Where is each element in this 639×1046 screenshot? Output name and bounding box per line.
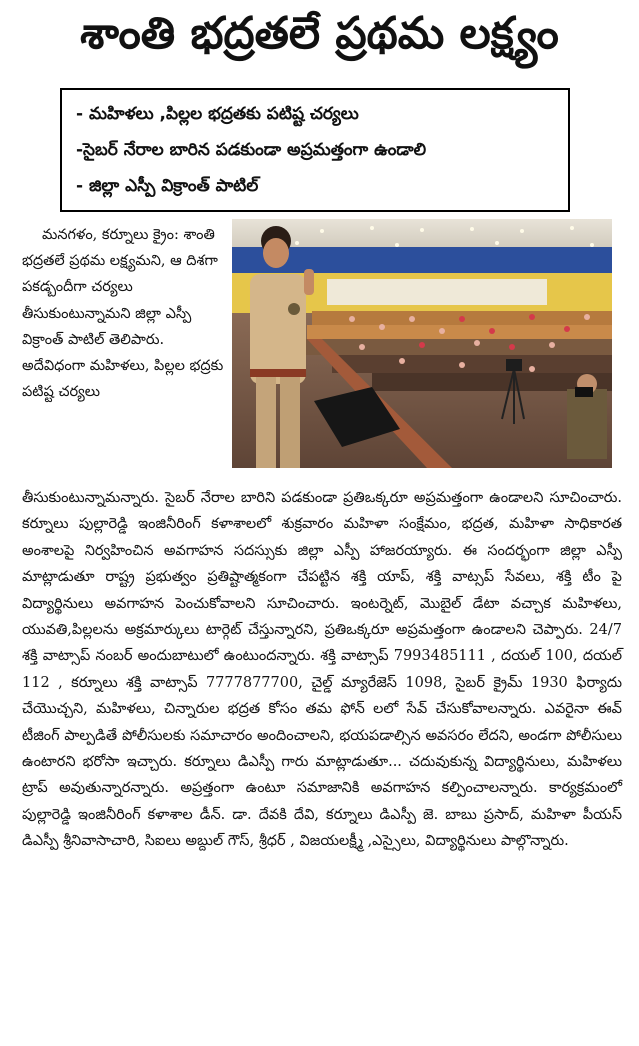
headline: శాంతి భద్రతలే ప్రథమ లక్ష్యం — [80, 8, 559, 59]
highlight-item: - జిల్లా ఎస్పీ విక్రాంత్ పాటిల్ — [76, 176, 259, 196]
event-photo-image — [232, 219, 612, 468]
highlight-item: -సైబర్ నేరాల బారిన పడకుండా అప్రమత్తంగా ఉండాలి — [76, 140, 427, 160]
article-body-text: తీసుకుంటున్నామన్నారు. సైబర్ నేరాల బారిని పడకుండా ప్రతిఒక్కరూ అప్రమత్తంగా ఉండాలని సూచించారు. కర్నూలు పుల్లారెడ్డి ఇంజినీరింగ్ కళాశాలలో శుక్రవారం మహిళా సంక్షేమం, భద్రత, మహిళా సాధికారత అంశాలపై నిర్వహించిన అవగాహన సదస్సుకు జిల్లా ఎస్పీ హాజరయ్యారు. ఈ సందర్భంగా జిల్లా ఎస్పీ మాట్లాడుతూ రాష్ట్ర ప్రభుత్వం ప్రతిష్టాత్మకంగా చేపట్టిన శక్తి యాప్, శక్తి వాట్సప్ సేవలు, శక్తి టీం పై విద్యార్థినులు అవగాహన పెంచుకోవాలని సూచించారు. ఇంటర్నెట్, మొబైల్ డేటా వచ్చాక మహిళలు, యువతి,పిల్లలను అక్రమార్కులు టార్గెట్ చేస్తున్నారని, ప్రతిఒక్కరూ అప్రమత్తంగా ఉండాలని చెప్పారు. 24/7 శక్తి వాట్సాప్ నంబర్ అందుబాటులో ఉంటుందన్నారు. శక్తి వాట్సాప్ 7993485111 , దయల్ 100, దయల్ 112 , కర్నూలు శక్తి వాట్సాప్ 7777877700, చైల్డ్ మ్యారేజెస్ 1098, సైబర్ క్రైమ్ 1930 ఫిర్యాదు చేయొచ్చని, మహిళలు, చిన్నారుల భద్రత కోసం తమ ఫోన్ లలో సేవ్ చేసుకోవాలన్నారు. ఎవరైనా ఈవ్ టీజింగ్ పాల్పడితే పోలీసులకు సమాచారం అందించాలని, భయపడాల్సిన అవసరం లేదని, అండగా పోలీసులు ఉంటారని భరోసా ఇచ్చారు. కర్నూలు డిఎస్పీ గారు మాట్లాడుతూ... చదువుకున్న విద్యార్థినులు, మహిళలు ట్రాప్ అవుతున్నారన్నారు. అప్రత్తంగా ఉంటూ సమాజానికి అవగాహన కల్పించాలన్నారు. కార్యక్రమంలో పుల్లారెడ్డి ఇంజినీరింగ్ కళాశాల డీన్. డా. దేవకి దేవి, కర్నూలు డిఎస్పీ జె. బాబు ప్రసాద్, మహిళా పీయస్ డిఎస్పీ శ్రీనివాసాచారి, సిఐలు అబ్దుల్ గౌస్, శ్రీధర్ , విజయలక్ష్మీ ,ఎస్సైలు, విద్యార్థినులు పాల్గొన్నారు. — [22, 490, 622, 850]
highlights-box — [60, 88, 570, 212]
article-lead — [22, 222, 228, 405]
highlight-item: - మహిళలు ,పిల్లల భద్రతకు పటిష్ట చర్యలు — [76, 104, 359, 124]
event-photo — [232, 219, 612, 468]
article-body — [22, 485, 622, 855]
article-lead-text: మనగళం, కర్నూలు క్రైం: శాంతి భద్రతలే ప్రథమ లక్ష్యమని, ఆ దిశగా పకడ్బందీగా చర్యలు తీసుకుంటున్నామని జిల్లా ఎస్పీ విక్రాంత్ పాటిల్ తెలిపారు. అదేవిధంగా మహిళలు, పిల్లల భద్రకు పటిష్ట చర్యలు — [22, 227, 224, 401]
